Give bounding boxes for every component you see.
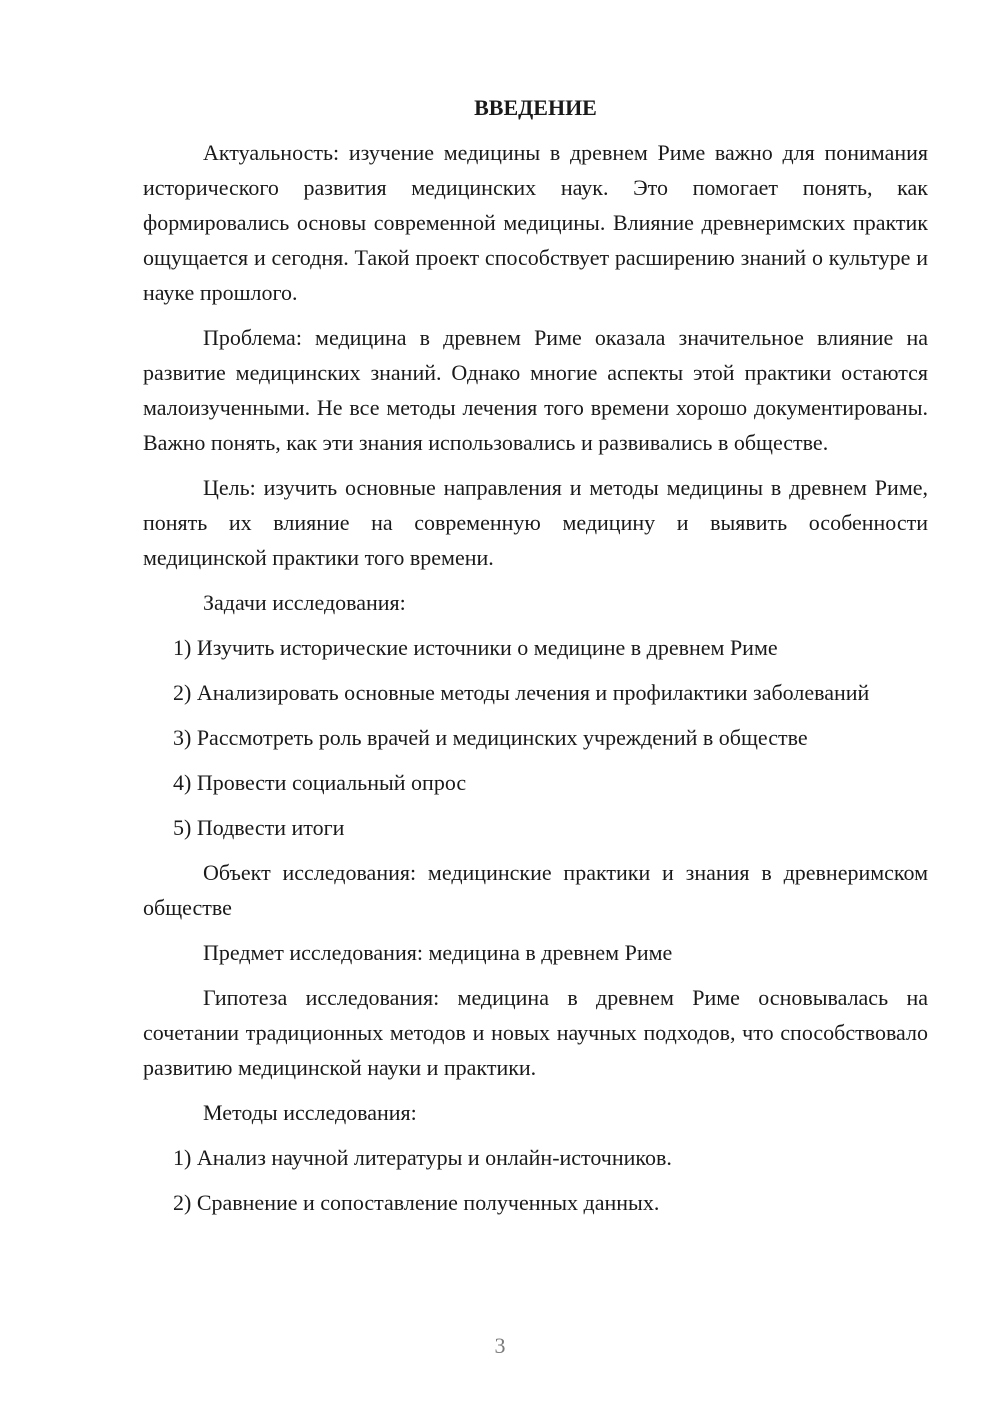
section-title: ВВЕДЕНИЕ bbox=[474, 95, 597, 120]
object-paragraph: Объект исследования: медицинские практики и знания в древнеримском обществе bbox=[143, 860, 928, 920]
task-item: 4) Провести социальный опрос bbox=[173, 770, 467, 795]
task-item: 3) Рассмотреть роль врачей и медицинских учреждений в обществе bbox=[173, 725, 808, 750]
task-item: 2) Анализировать основные методы лечения и профилактики заболеваний bbox=[173, 680, 870, 705]
tasks-heading: Задачи исследования: bbox=[203, 590, 406, 615]
goal-paragraph: Цель: изучить основные направления и методы медицины в древнем Риме, понять их влияние на современную медицину и выявить особенности медицинской практики того времени. bbox=[143, 475, 928, 570]
hypothesis-paragraph: Гипотеза исследования: медицина в древнем Риме основывалась на сочетании традиционных методов и новых научных подходов, что способствовало развитию медицинской науки и практики. bbox=[143, 985, 928, 1080]
task-item: 5) Подвести итоги bbox=[173, 815, 345, 840]
method-item: 1) Анализ научной литературы и онлайн-источников. bbox=[173, 1145, 672, 1170]
problem-paragraph: Проблема: медицина в древнем Риме оказала значительное влияние на развитие медицинских знаний. Однако многие аспекты этой практики остаются малоизученными. Не все методы лечения того времени хорошо документированы. Важно понять, как эти знания использовались и развивались в обществе. bbox=[143, 325, 928, 455]
document-page bbox=[143, 90, 928, 1230]
subject-paragraph: Предмет исследования: медицина в древнем Риме bbox=[203, 940, 673, 965]
methods-heading: Методы исследования: bbox=[203, 1100, 417, 1125]
method-item: 2) Сравнение и сопоставление полученных данных. bbox=[173, 1190, 660, 1215]
relevance-paragraph: Актуальность: изучение медицины в древнем Риме важно для понимания исторического развития медицинских наук. Это помогает понять, как формировались основы современной медицины. Влияние древнеримских практик ощущается и сегодня. Такой проект способствует расширению знаний о культуре и науке прошлого. bbox=[143, 140, 928, 305]
task-item: 1) Изучить исторические источники о медицине в древнем Риме bbox=[173, 635, 778, 660]
page-number: 3 bbox=[494, 1333, 506, 1358]
